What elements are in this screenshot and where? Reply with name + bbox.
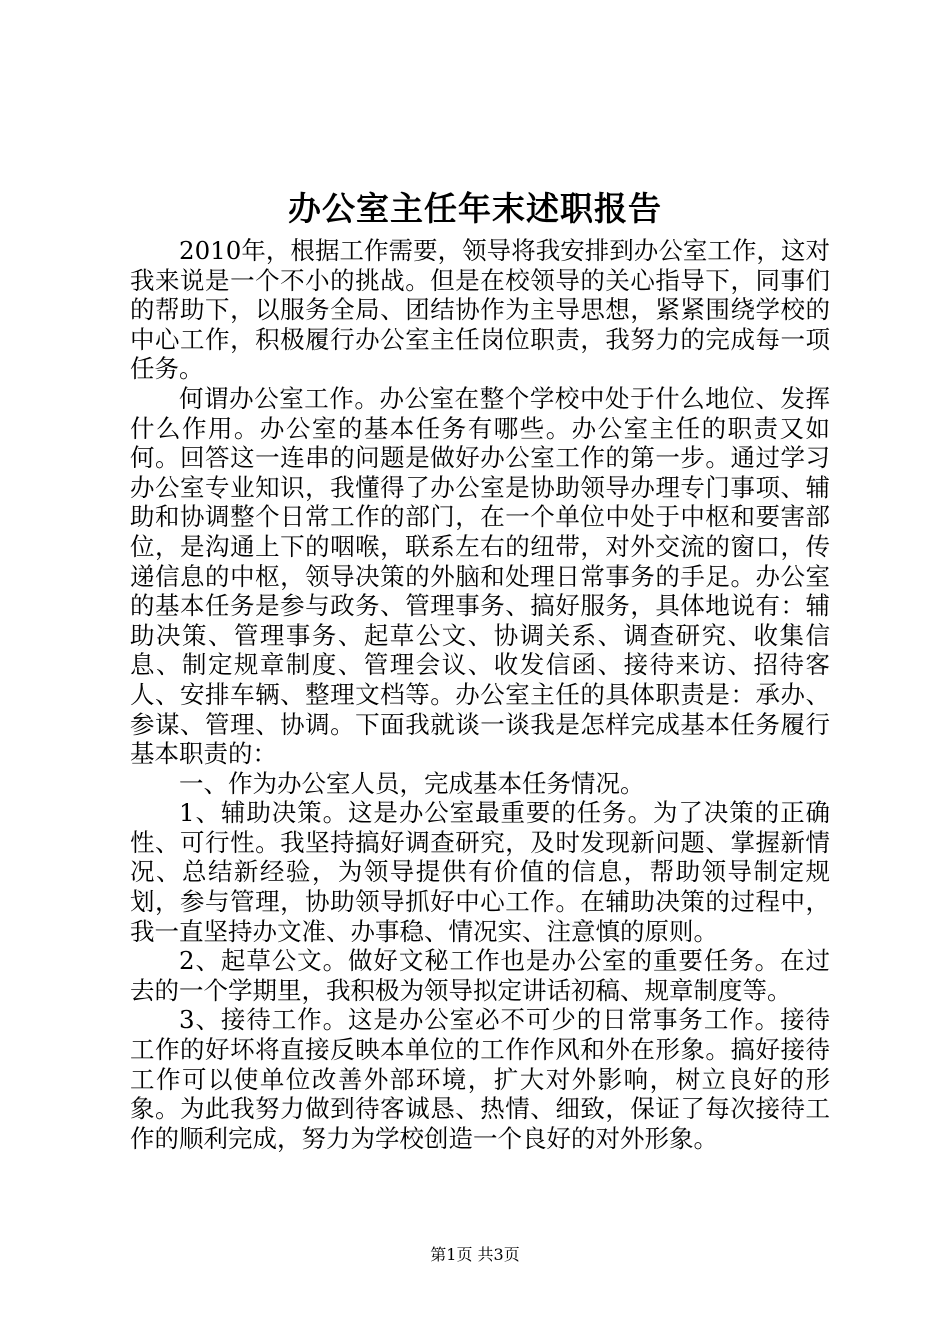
page-footer: 第1页 共3页 [430,1245,520,1264]
paragraph-office-role: 何谓办公室工作。办公室在整个学校中处于什么地位、发挥什么作用。办公室的基本任务有哪些。办公室主任的职责又如何。回答这一连串的问题是做好办公室工作的第一步。通过学习办公室专业知识，我懂得了办公室是协助领导办理专门事项、辅助和协调整个日常工作的部门，在一个单位中处于中枢和要害部位，是沟通上下的咽喉，联系左右的纽带，对外交流的窗口，传递信息的中枢，领导决策的外脑和处理日常事务的手足。办公室的基本任务是参与政务、管理事务、搞好服务，具体地说有：辅助决策、管理事务、起草公文、协调关系、调查研究、收集信息、制定规章制度、管理会议、收发信函、接待来访、招待客人、安排车辆、整理文档等。办公室主任的具体职责是：承办、参谋、管理、协调。下面我就谈一谈我是怎样完成基本任务履行基本职责的： [130,383,830,769]
paragraph-item-3: 3、接待工作。这是办公室必不可少的日常事务工作。接待工作的好坏将直接反映本单位的工作作风和外在形象。搞好接待工作可以使单位改善外部环境，扩大对外影响，树立良好的形象。为此我努力做到待客诚恳、热情、细致，保证了每次接待工作的顺利完成，努力为学校创造一个良好的对外形象。 [130,1005,830,1153]
paragraph-intro: 2010年，根据工作需要，领导将我安排到办公室工作，这对我来说是一个不小的挑战。但是在校领导的关心指导下，同事们的帮助下，以服务全局、团结协作为主导思想，紧紧围绕学校的中心工作，积极履行办公室主任岗位职责，我努力的完成每一项任务。 [130,236,830,384]
document-title: 办公室主任年末述职报告 [288,189,662,228]
document-body [130,236,830,1153]
paragraph-item-1: 1、辅助决策。这是办公室最重要的任务。为了决策的正确性、可行性。我坚持搞好调查研究，及时发现新问题、掌握新情况、总结新经验，为领导提供有价值的信息，帮助领导制定规划，参与管理，协助领导抓好中心工作。在辅助决策的过程中，我一直坚持办文准、办事稳、情况实、注意慎的原则。 [130,798,830,946]
paragraph-item-2: 2、起草公文。做好文秘工作也是办公室的重要任务。在过去的一个学期里，我积极为领导拟定讲话初稿、规章制度等。 [130,946,830,1005]
section-heading-1: 一、作为办公室人员，完成基本任务情况。 [179,768,645,798]
